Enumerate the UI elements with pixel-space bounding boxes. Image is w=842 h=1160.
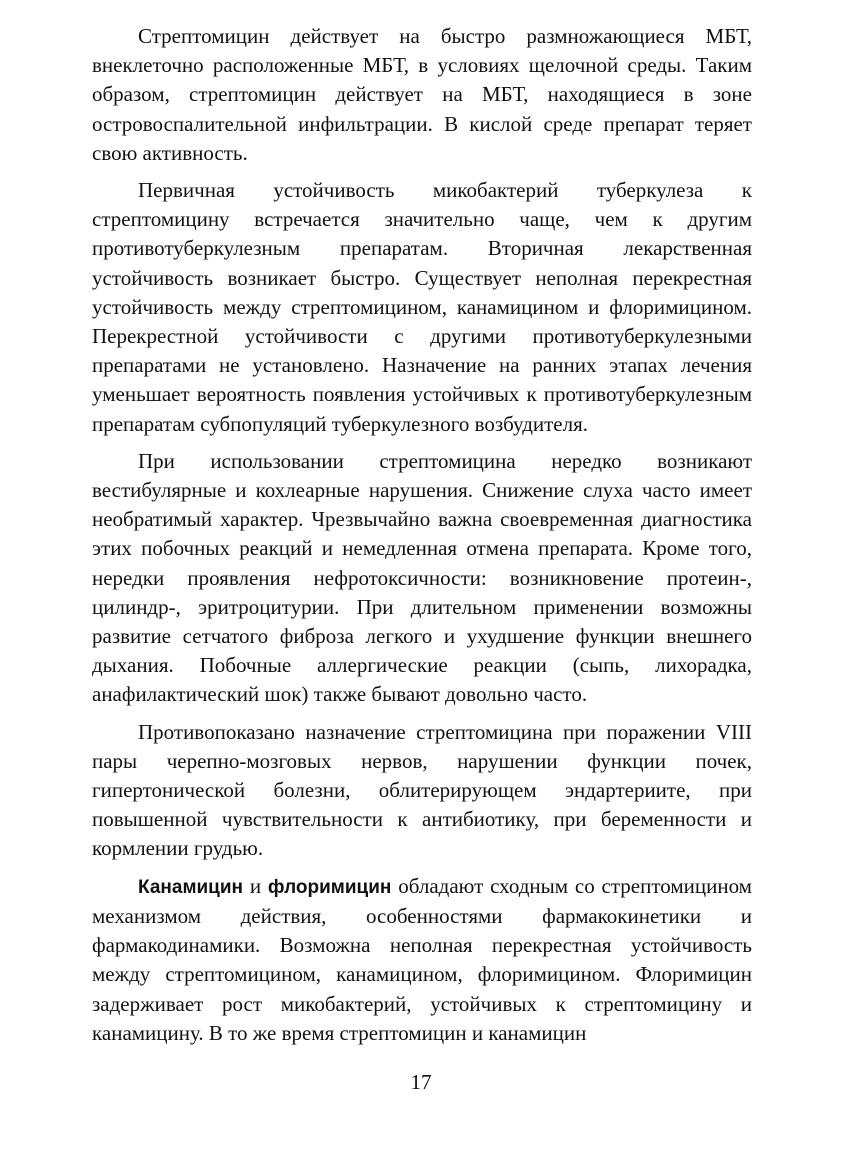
paragraph: Противопоказано назначение стрептомицина при поражении VIII пары черепно-мозговых нервов, нарушении функции почек, гипертонической болезни, облитерирующем эндартериите, при повышенной чувствительности к антибиотику, при беременности и кормлении грудью. bbox=[92, 719, 752, 861]
term-kanamycin: Канамицин bbox=[138, 876, 244, 898]
conjunction: и bbox=[243, 873, 268, 898]
paragraph-text: обладают сходным со стрептомицином механизмом действия, особенностями фармакокинетики и фармакодинамики. Возможна неполная перекрестная устойчивость между стрептомицином, канамицином, флоримицином. Флоримицин задерживает рост микобактерий, устойчивых к стрептомицину и канамицину. В то же время стрептомицин и канамицин bbox=[92, 873, 752, 1045]
paragraph: При использовании стрептомицина нередко возникают вестибулярные и кохлеарные нарушения. Снижение слуха часто имеет необратимый характер. Чрезвычайно важна своевременная диагностика этих побочных реакций и немедленная отмена препарата. Кроме того, нередки проявления нефротоксичности: возникновение протеин-, цилиндр-, эритроцитурии. При длительном применении возможны развитие сетчатого фиброза легкого и ухудшение функции внешнего дыхания. Побочные аллергические реакции (сыпь, лихорадка, анафилактический шок) также бывают довольно часто. bbox=[92, 448, 752, 707]
page-body bbox=[92, 22, 752, 1056]
paragraph: Первичная устойчивость микобактерий туберкулеза к стрептомицину встречается значительно чаще, чем к другим противотуберкулезным препаратам. Вторичная лекарственная устойчивость возникает быстро. Существует неполная перекрестная устойчивость между стрептомицином, канамицином и флоримицином. Перекрестной устойчивости с другими противотуберкулезными препаратами не установлено. Назначение на ранних этапах лечения уменьшает вероятность появления устойчивых к противотуберкулезным препаратам субпопуляций туберкулезного возбудителя. bbox=[92, 178, 752, 436]
paragraph: Стрептомицин действует на быстро размножающиеся МБТ, внеклеточно расположенные МБТ, в условиях щелочной среды. Таким образом, стрептомицин действует на МБТ, находящиеся в зоне островоспалительной инфильтрации. В кислой среде препарат теряет свою активность. bbox=[92, 24, 752, 165]
term-florimycin: флоримицин bbox=[267, 876, 392, 898]
paragraph-kanamycin bbox=[92, 872, 752, 1048]
page-number: 17 bbox=[410, 1070, 432, 1094]
